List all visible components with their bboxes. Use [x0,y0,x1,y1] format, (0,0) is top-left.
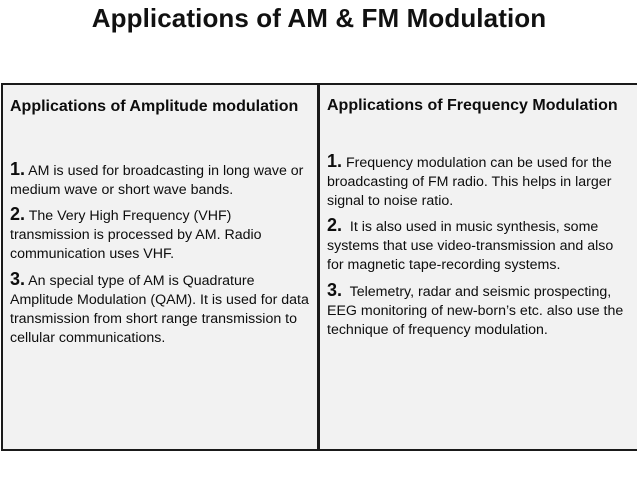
am-item-1-text: AM is used for broadcasting in long wave or medium wave or short wave bands. [10,163,308,198]
fm-item-1-text: Frequency modulation can be used for the broadcasting of FM radio. This helps in larger signal to noise ratio. [327,155,616,209]
fm-applications-column [320,85,637,449]
fm-item-2-number: 2. [327,215,343,235]
fm-item-3-text: Telemetry, radar and seismic prospecting, EEG monitoring of new-born’s etc. also use the technique of frequency modulation. [327,284,628,338]
am-item-2-number: 2. [10,204,26,224]
am-item-2-text: The Very High Frequency (VHF) transmission is processed by AM. Radio communication uses VHF. [10,208,266,262]
am-item-3-text: An special type of AM is Quadrature Amplitude Modulation (QAM). It is used for data transmission from short range transmission to cellular communications. [10,273,313,346]
fm-item-2-text: It is also used in music synthesis, some systems that use video-transmission and also for magnetic tape-recording systems. [327,219,618,273]
fm-item-3-number: 3. [327,280,343,300]
fm-item-1 [327,152,633,211]
am-item-1 [10,160,311,200]
am-item-3-number: 3. [10,269,26,289]
am-applications-column [3,85,320,449]
slide-title: Applications of AM & FM Modulation [91,3,547,33]
fm-item-1-number: 1. [327,151,343,171]
am-item-2 [10,205,311,264]
am-item-3 [10,270,311,348]
comparison-table [1,83,637,451]
fm-item-3 [327,281,633,340]
fm-item-2 [327,216,633,275]
am-item-1-number: 1. [10,159,26,179]
am-column-heading: Applications of Amplitude modulation [10,98,299,115]
fm-column-heading: Applications of Frequency Modulation [327,97,618,114]
